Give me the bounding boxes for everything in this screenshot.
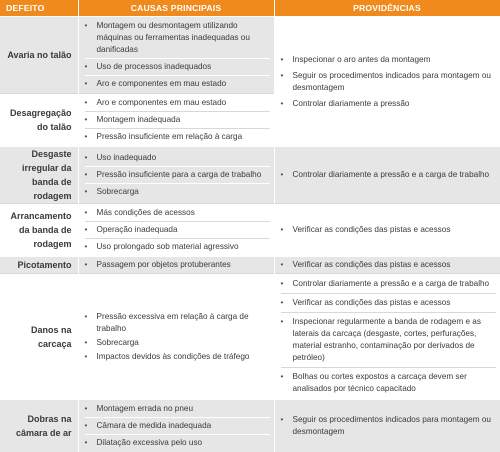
list-item: • Câmara de medida inadequada xyxy=(85,417,270,434)
list-item: • Más condições de acessos xyxy=(85,205,270,221)
table-row xyxy=(0,257,500,274)
list-item: • Aro e componentes em mau estado xyxy=(85,75,270,92)
defect-label: Desgaste irregular da banda de rodagem xyxy=(0,147,78,204)
list-item: • Uso de processos inadequados xyxy=(85,58,270,75)
causes-cell xyxy=(78,147,274,204)
list-item: • Seguir os procedimentos indicados para montagem ou desmontagem xyxy=(281,68,496,96)
list-item: • Verificar as condições das pistas e acessos xyxy=(281,293,496,312)
list-item: • Uso inadequado xyxy=(85,150,270,166)
header-providencias: PROVIDÊNCIAS xyxy=(274,0,500,17)
defect-label: Avaria no talão xyxy=(0,17,78,94)
defect-label: Picotamento xyxy=(0,257,78,274)
providencias-cell xyxy=(274,257,500,274)
list-item: • Pressão excessiva em relação à carga de trabalho xyxy=(85,310,270,336)
providencias-cell xyxy=(274,400,500,452)
list-item: • Controlar diariamente a pressão xyxy=(281,96,496,112)
list-item: • Seguir os procedimentos indicados para montagem ou desmontagem xyxy=(281,414,496,438)
list-item: • Inspecionar o aro antes da montagem xyxy=(281,52,496,68)
list-item: • Dilatação excessiva pelo uso xyxy=(85,434,270,451)
list-item: • Controlar diariamente a pressão e a carga de trabalho xyxy=(281,169,496,181)
causes-cell xyxy=(78,17,274,94)
defect-label: Arrancamento da banda de rodagem xyxy=(0,204,78,257)
header-row xyxy=(0,0,500,17)
list-item: • Montagem errada no pneu xyxy=(85,401,270,417)
causes-cell xyxy=(78,204,274,257)
list-item: • Inspecionar regularmente a banda de rodagem e as laterais da carcaça (desgaste, cortes, perfurações, material estranho, contaminação por derivados de petróleo) xyxy=(281,312,496,367)
causes-cell xyxy=(78,257,274,274)
causes-cell xyxy=(78,400,274,452)
list-item: • Uso prolongado sob material agressivo xyxy=(85,238,270,255)
defect-label: Dobras na câmara de ar xyxy=(0,400,78,452)
list-item: • Impactos devidos às condições de tráfego xyxy=(85,350,270,364)
list-item: • Pressão insuficiente para a carga de trabalho xyxy=(85,166,270,183)
table-row xyxy=(0,17,500,94)
defect-label: Danos na carcaça xyxy=(0,274,78,400)
list-item: • Sobrecarga xyxy=(85,183,270,200)
list-item: • Sobrecarga xyxy=(85,336,270,350)
list-item: • Verificar as condições das pistas e acessos xyxy=(281,259,496,271)
table-row xyxy=(0,204,500,257)
list-item: • Montagem inadequada xyxy=(85,111,270,128)
list-item: • Bolhas ou cortes expostos a carcaça devem ser analisados por técnico capacitado xyxy=(281,367,496,398)
table-row xyxy=(0,400,500,452)
list-item: • Aro e componentes em mau estado xyxy=(85,95,270,111)
providencias-cell xyxy=(274,204,500,257)
table-row xyxy=(0,147,500,204)
list-item: • Controlar diariamente a pressão e a carga de trabalho xyxy=(281,275,496,293)
defect-label: Desagregação do talão xyxy=(0,94,78,147)
header-causas: CAUSAS PRINCIPAIS xyxy=(78,0,274,17)
list-item: • Verificar as condições das pistas e acessos xyxy=(281,224,496,236)
causes-cell xyxy=(78,94,274,147)
providencias-cell xyxy=(274,17,500,147)
causes-cell xyxy=(78,274,274,400)
providencias-cell xyxy=(274,147,500,204)
list-item: • Passagem por objetos protuberantes xyxy=(85,259,270,271)
header-defeito: DEFEITO xyxy=(0,0,78,17)
list-item: • Montagem ou desmontagem utilizando máquinas ou ferramentas inadequadas ou danificadas xyxy=(85,18,270,58)
table-row xyxy=(0,274,500,400)
list-item: • Pressão insuficiente em relação à carga xyxy=(85,128,270,145)
list-item: • Operação inadequada xyxy=(85,221,270,238)
providencias-cell xyxy=(274,274,500,400)
